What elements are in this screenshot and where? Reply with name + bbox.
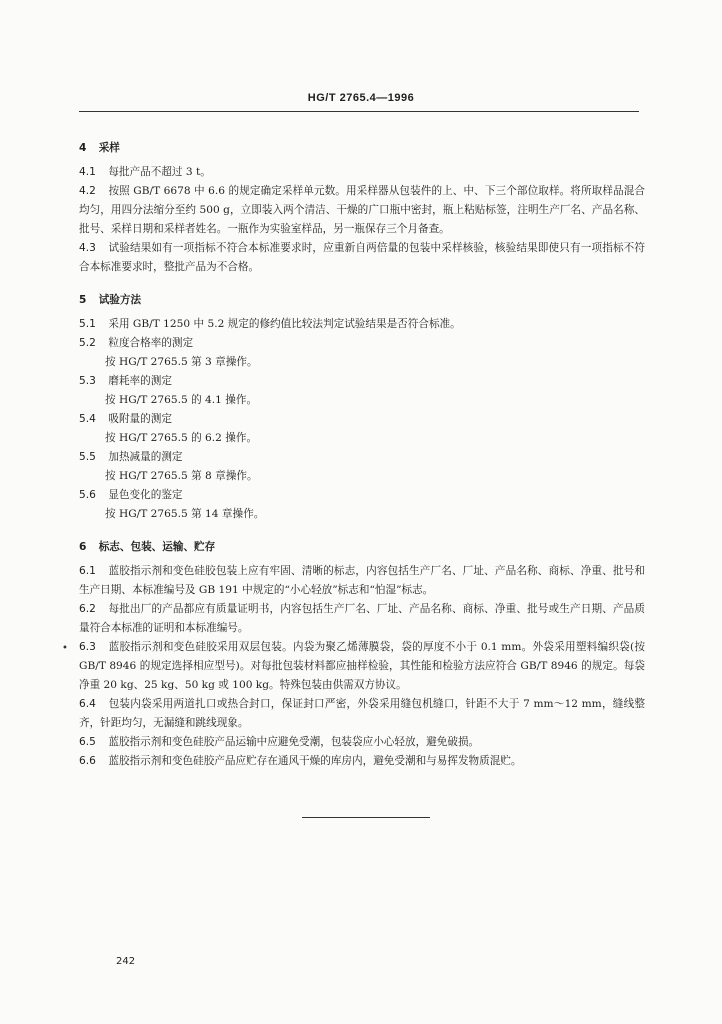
clause-text: 蓝胶指示剂和变色硅胶采用双层包装。内袋为聚乙烯薄膜袋，袋的厚度不小于 0.1 mm。外袋采用塑料编织袋(按 GB/T 8946 的规定选择相应型号)。对每批包装材料都应抽样检验，其性能和检验方法应符合 GB/T 8946 的规定。每袋净重 20 kg、25 kg、50 kg 或 100 kg。特殊包装由供需双方协议。: [79, 641, 645, 691]
section-title: 试验方法: [98, 294, 142, 306]
clause-number: 5.1: [79, 318, 96, 330]
page-number: 242: [116, 956, 136, 967]
clause-title: 显色变化的鉴定: [108, 489, 183, 501]
clause-title: 磨耗率的测定: [108, 375, 172, 387]
clause-title: 加热减量的测定: [108, 451, 183, 463]
clause-text: 包装内袋采用两道扎口或热合封口，保证封口严密，外袋采用缝包机缝口，针距不大于 7 mm～12 mm，缝线整齐，针距均匀，无漏缝和跳线现象。: [79, 698, 645, 729]
clause-5-1: [79, 315, 645, 334]
clause-6-6: [79, 752, 645, 771]
clause-title: 粒度合格率的测定: [108, 337, 194, 349]
clause-number: 5.4: [79, 413, 96, 425]
clause-number: 4.3: [79, 242, 96, 254]
section-4-heading: [79, 139, 645, 158]
clause-number: 5.5: [79, 451, 96, 463]
document-body: [79, 130, 645, 771]
clause-title: 吸附量的测定: [108, 413, 172, 425]
clause-6-5: [79, 733, 645, 752]
clause-6-2: [79, 600, 645, 638]
clause-5-5-text: 按 HG/T 2765.5 第 8 章操作。: [105, 470, 258, 482]
section-title: 标志、包装、运输、贮存: [98, 541, 216, 553]
clause-6-4: [79, 695, 645, 733]
clause-4-1: [79, 163, 645, 182]
header-rule: [79, 111, 639, 112]
clause-5-5: [79, 448, 645, 467]
clause-text: 每批出厂的产品都应有质量证明书，内容包括生产厂名、厂址、产品名称、商标、净重、批号或生产日期、产品质量符合本标准的证明和本标准编号。: [79, 603, 645, 634]
clause-text: 试验结果如有一项指标不符合本标准要求时，应重新自两倍量的包装中采样核验，核验结果即使只有一项指标不符合本标准要求时，整批产品为不合格。: [79, 242, 645, 273]
section-title: 采样: [98, 142, 120, 154]
clause-5-6: [79, 486, 645, 505]
clause-text: 采用 GB/T 1250 中 5.2 规定的修约值比较法判定试验结果是否符合标准。: [108, 318, 461, 330]
clause-text: 蓝胶指示剂和变色硅胶产品应贮存在通风干燥的库房内，避免受潮和与易挥发物质混贮。: [108, 755, 522, 767]
clause-text: 蓝胶指示剂和变色硅胶包装上应有牢固、清晰的标志，内容包括生产厂名、厂址、产品名称、商标、净重、批号和生产日期、本标准编号及 GB 191 中规定的“小心轻放”标志和“怕湿”标志。: [79, 565, 645, 596]
clause-number: 4.1: [79, 166, 96, 178]
clause-text: 按照 GB/T 6678 中 6.6 的规定确定采样单元数。用采样器从包装件的上、中、下三个部位取样。将所取样品混合均匀，用四分法缩分至约 500 g，立即装入两个清洁、干燥的广口瓶中密封，瓶上粘贴标签，注明生产厂名、产品名称、批号、采样日期和采样者姓名。一瓶作为实验室样品，另一瓶保存三个月备查。: [79, 185, 645, 235]
clause-6-1: [79, 562, 645, 600]
section-5-heading: [79, 291, 645, 310]
clause-5-4-text: 按 HG/T 2765.5 的 6.2 操作。: [105, 432, 258, 444]
clause-number: 5.2: [79, 337, 96, 349]
clause-number: 6.5: [79, 736, 96, 748]
clause-text: 蓝胶指示剂和变色硅胶产品运输中应避免受潮，包装袋应小心轻放，避免破损。: [108, 736, 480, 748]
clause-5-4: [79, 410, 645, 429]
section-number: 6: [79, 541, 87, 553]
end-rule: [302, 817, 430, 818]
clause-number: 5.6: [79, 489, 96, 501]
clause-number: 6.6: [79, 755, 96, 767]
clause-4-2: [79, 182, 645, 239]
clause-number: 6.1: [79, 565, 96, 577]
section-number: 4: [79, 142, 87, 154]
section-number: 5: [79, 294, 87, 306]
clause-number: 6.2: [79, 603, 96, 615]
clause-text: 每批产品不超过 3 t。: [108, 166, 211, 178]
clause-6-3: [79, 638, 645, 695]
clause-number: 5.3: [79, 375, 96, 387]
clause-5-3-text: 按 HG/T 2765.5 的 4.1 操作。: [105, 394, 258, 406]
clause-5-6-text: 按 HG/T 2765.5 第 14 章操作。: [105, 508, 265, 520]
scan-dot-mark: •: [62, 643, 68, 654]
clause-4-3: [79, 239, 645, 277]
clause-number: 6.4: [79, 698, 96, 710]
clause-number: 6.3: [79, 641, 96, 653]
clause-5-3: [79, 372, 645, 391]
section-6-heading: [79, 538, 645, 557]
clause-5-2-text: 按 HG/T 2765.5 第 3 章操作。: [105, 356, 258, 368]
clause-number: 4.2: [79, 185, 96, 197]
clause-5-2: [79, 334, 645, 353]
page-header: HG/T 2765.4—1996: [307, 92, 415, 104]
